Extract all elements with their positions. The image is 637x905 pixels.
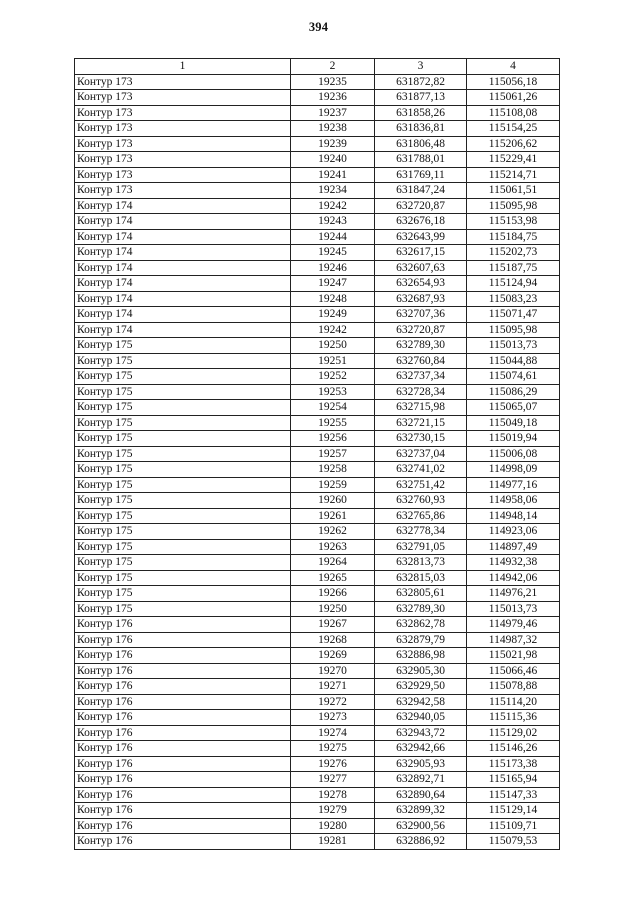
table-row xyxy=(75,462,560,478)
y-coordinate-cell: 115146,26 xyxy=(467,741,560,757)
table-row xyxy=(75,276,560,292)
y-coordinate-cell: 115129,02 xyxy=(467,725,560,741)
column-header-2: 2 xyxy=(291,59,375,75)
x-coordinate-cell: 632728,34 xyxy=(375,384,467,400)
y-coordinate-cell: 115013,73 xyxy=(467,601,560,617)
point-number-cell: 19263 xyxy=(291,539,375,555)
contour-cell: Контур 175 xyxy=(75,338,291,354)
table-row xyxy=(75,198,560,214)
table-row xyxy=(75,648,560,664)
contour-cell: Контур 176 xyxy=(75,741,291,757)
y-coordinate-cell: 114998,09 xyxy=(467,462,560,478)
x-coordinate-cell: 632789,30 xyxy=(375,338,467,354)
y-coordinate-cell: 115066,46 xyxy=(467,663,560,679)
table-row xyxy=(75,679,560,695)
table-row xyxy=(75,601,560,617)
table-row xyxy=(75,632,560,648)
point-number-cell: 19236 xyxy=(291,90,375,106)
point-number-cell: 19275 xyxy=(291,741,375,757)
y-coordinate-cell: 115095,98 xyxy=(467,198,560,214)
table-row xyxy=(75,400,560,416)
y-coordinate-cell: 114976,21 xyxy=(467,586,560,602)
y-coordinate-cell: 114977,16 xyxy=(467,477,560,493)
column-header-1: 1 xyxy=(75,59,291,75)
point-number-cell: 19279 xyxy=(291,803,375,819)
table-row xyxy=(75,694,560,710)
table-row xyxy=(75,663,560,679)
x-coordinate-cell: 632886,92 xyxy=(375,834,467,850)
table-row xyxy=(75,617,560,633)
x-coordinate-cell: 632707,36 xyxy=(375,307,467,323)
point-number-cell: 19242 xyxy=(291,322,375,338)
y-coordinate-cell: 114932,38 xyxy=(467,555,560,571)
point-number-cell: 19261 xyxy=(291,508,375,524)
point-number-cell: 19245 xyxy=(291,245,375,261)
x-coordinate-cell: 631847,24 xyxy=(375,183,467,199)
contour-cell: Контур 173 xyxy=(75,183,291,199)
x-coordinate-cell: 631836,81 xyxy=(375,121,467,137)
x-coordinate-cell: 632805,61 xyxy=(375,586,467,602)
contour-cell: Контур 176 xyxy=(75,803,291,819)
table-row xyxy=(75,772,560,788)
x-coordinate-cell: 632899,32 xyxy=(375,803,467,819)
x-coordinate-cell: 632778,34 xyxy=(375,524,467,540)
table-row xyxy=(75,322,560,338)
table-row xyxy=(75,493,560,509)
x-coordinate-cell: 632760,93 xyxy=(375,493,467,509)
y-coordinate-cell: 115006,08 xyxy=(467,446,560,462)
table-row xyxy=(75,725,560,741)
y-coordinate-cell: 115061,51 xyxy=(467,183,560,199)
y-coordinate-cell: 115108,08 xyxy=(467,105,560,121)
table-row xyxy=(75,245,560,261)
table-row xyxy=(75,183,560,199)
contour-cell: Контур 176 xyxy=(75,818,291,834)
page-number: 394 xyxy=(308,20,329,34)
y-coordinate-cell: 115214,71 xyxy=(467,167,560,183)
point-number-cell: 19280 xyxy=(291,818,375,834)
table-row xyxy=(75,431,560,447)
table-row xyxy=(75,105,560,121)
table-row xyxy=(75,152,560,168)
x-coordinate-cell: 631788,01 xyxy=(375,152,467,168)
contour-cell: Контур 173 xyxy=(75,121,291,137)
table-row xyxy=(75,477,560,493)
point-number-cell: 19266 xyxy=(291,586,375,602)
point-number-cell: 19265 xyxy=(291,570,375,586)
contour-cell: Контур 176 xyxy=(75,694,291,710)
y-coordinate-cell: 115206,62 xyxy=(467,136,560,152)
point-number-cell: 19255 xyxy=(291,415,375,431)
contour-cell: Контур 176 xyxy=(75,756,291,772)
x-coordinate-cell: 632751,42 xyxy=(375,477,467,493)
contour-cell: Контур 176 xyxy=(75,787,291,803)
point-number-cell: 19252 xyxy=(291,369,375,385)
contour-cell: Контур 174 xyxy=(75,291,291,307)
y-coordinate-cell: 115173,38 xyxy=(467,756,560,772)
contour-cell: Контур 176 xyxy=(75,617,291,633)
point-number-cell: 19262 xyxy=(291,524,375,540)
point-number-cell: 19257 xyxy=(291,446,375,462)
column-header-3: 3 xyxy=(375,59,467,75)
x-coordinate-cell: 632765,86 xyxy=(375,508,467,524)
x-coordinate-cell: 632715,98 xyxy=(375,400,467,416)
contour-cell: Контур 176 xyxy=(75,679,291,695)
table-row xyxy=(75,524,560,540)
x-coordinate-cell: 632892,71 xyxy=(375,772,467,788)
contour-cell: Контур 175 xyxy=(75,570,291,586)
point-number-cell: 19249 xyxy=(291,307,375,323)
contour-cell: Контур 175 xyxy=(75,353,291,369)
point-number-cell: 19267 xyxy=(291,617,375,633)
y-coordinate-cell: 115184,75 xyxy=(467,229,560,245)
table-row xyxy=(75,260,560,276)
contour-cell: Контур 175 xyxy=(75,446,291,462)
table-row xyxy=(75,756,560,772)
x-coordinate-cell: 632617,15 xyxy=(375,245,467,261)
point-number-cell: 19250 xyxy=(291,601,375,617)
x-coordinate-cell: 632789,30 xyxy=(375,601,467,617)
point-number-cell: 19258 xyxy=(291,462,375,478)
contour-cell: Контур 173 xyxy=(75,167,291,183)
point-number-cell: 19269 xyxy=(291,648,375,664)
y-coordinate-cell: 114958,06 xyxy=(467,493,560,509)
contour-cell: Контур 174 xyxy=(75,229,291,245)
x-coordinate-cell: 632879,79 xyxy=(375,632,467,648)
table-row xyxy=(75,586,560,602)
x-coordinate-cell: 631872,82 xyxy=(375,74,467,90)
table-row xyxy=(75,570,560,586)
y-coordinate-cell: 115187,75 xyxy=(467,260,560,276)
contour-cell: Контур 176 xyxy=(75,663,291,679)
contour-cell: Контур 175 xyxy=(75,586,291,602)
contour-cell: Контур 175 xyxy=(75,601,291,617)
y-coordinate-cell: 114979,46 xyxy=(467,617,560,633)
contour-cell: Контур 173 xyxy=(75,152,291,168)
table-row xyxy=(75,121,560,137)
x-coordinate-cell: 631858,26 xyxy=(375,105,467,121)
table-row xyxy=(75,136,560,152)
contour-cell: Контур 174 xyxy=(75,322,291,338)
point-number-cell: 19234 xyxy=(291,183,375,199)
x-coordinate-cell: 632730,15 xyxy=(375,431,467,447)
table-row xyxy=(75,834,560,850)
contour-cell: Контур 175 xyxy=(75,539,291,555)
y-coordinate-cell: 115124,94 xyxy=(467,276,560,292)
x-coordinate-cell: 632741,02 xyxy=(375,462,467,478)
table-row xyxy=(75,307,560,323)
y-coordinate-cell: 115071,47 xyxy=(467,307,560,323)
y-coordinate-cell: 115086,29 xyxy=(467,384,560,400)
contour-cell: Контур 175 xyxy=(75,493,291,509)
y-coordinate-cell: 115078,88 xyxy=(467,679,560,695)
y-coordinate-cell: 115049,18 xyxy=(467,415,560,431)
x-coordinate-cell: 632791,05 xyxy=(375,539,467,555)
x-coordinate-cell: 632815,03 xyxy=(375,570,467,586)
y-coordinate-cell: 114948,14 xyxy=(467,508,560,524)
table-row xyxy=(75,338,560,354)
point-number-cell: 19260 xyxy=(291,493,375,509)
table-row xyxy=(75,90,560,106)
table-row xyxy=(75,384,560,400)
y-coordinate-cell: 115013,73 xyxy=(467,338,560,354)
point-number-cell: 19241 xyxy=(291,167,375,183)
point-number-cell: 19247 xyxy=(291,276,375,292)
y-coordinate-cell: 114897,49 xyxy=(467,539,560,555)
column-header-4: 4 xyxy=(467,59,560,75)
point-number-cell: 19237 xyxy=(291,105,375,121)
point-number-cell: 19274 xyxy=(291,725,375,741)
point-number-cell: 19243 xyxy=(291,214,375,230)
coordinates-table xyxy=(74,58,560,850)
x-coordinate-cell: 632905,30 xyxy=(375,663,467,679)
x-coordinate-cell: 632929,50 xyxy=(375,679,467,695)
x-coordinate-cell: 632737,34 xyxy=(375,369,467,385)
x-coordinate-cell: 632720,87 xyxy=(375,322,467,338)
x-coordinate-cell: 632943,72 xyxy=(375,725,467,741)
x-coordinate-cell: 632676,18 xyxy=(375,214,467,230)
table-row xyxy=(75,555,560,571)
y-coordinate-cell: 115065,07 xyxy=(467,400,560,416)
table-row xyxy=(75,167,560,183)
table-row xyxy=(75,74,560,90)
x-coordinate-cell: 632720,87 xyxy=(375,198,467,214)
x-coordinate-cell: 632737,04 xyxy=(375,446,467,462)
contour-cell: Контур 176 xyxy=(75,725,291,741)
contour-cell: Контур 176 xyxy=(75,772,291,788)
table-row xyxy=(75,229,560,245)
x-coordinate-cell: 632760,84 xyxy=(375,353,467,369)
y-coordinate-cell: 115056,18 xyxy=(467,74,560,90)
x-coordinate-cell: 632890,64 xyxy=(375,787,467,803)
table-header-row xyxy=(75,59,560,75)
point-number-cell: 19235 xyxy=(291,74,375,90)
table-row xyxy=(75,803,560,819)
y-coordinate-cell: 115229,41 xyxy=(467,152,560,168)
point-number-cell: 19278 xyxy=(291,787,375,803)
point-number-cell: 19238 xyxy=(291,121,375,137)
point-number-cell: 19254 xyxy=(291,400,375,416)
table-row xyxy=(75,787,560,803)
point-number-cell: 19244 xyxy=(291,229,375,245)
contour-cell: Контур 173 xyxy=(75,90,291,106)
x-coordinate-cell: 632942,66 xyxy=(375,741,467,757)
table-row xyxy=(75,369,560,385)
contour-cell: Контур 175 xyxy=(75,400,291,416)
point-number-cell: 19277 xyxy=(291,772,375,788)
contour-cell: Контур 174 xyxy=(75,245,291,261)
table-row xyxy=(75,415,560,431)
point-number-cell: 19240 xyxy=(291,152,375,168)
table-body xyxy=(75,74,560,849)
contour-cell: Контур 176 xyxy=(75,710,291,726)
contour-cell: Контур 176 xyxy=(75,834,291,850)
contour-cell: Контур 174 xyxy=(75,214,291,230)
point-number-cell: 19270 xyxy=(291,663,375,679)
contour-cell: Контур 175 xyxy=(75,477,291,493)
y-coordinate-cell: 115115,36 xyxy=(467,710,560,726)
point-number-cell: 19246 xyxy=(291,260,375,276)
x-coordinate-cell: 632942,58 xyxy=(375,694,467,710)
point-number-cell: 19239 xyxy=(291,136,375,152)
x-coordinate-cell: 632862,78 xyxy=(375,617,467,633)
x-coordinate-cell: 632721,15 xyxy=(375,415,467,431)
x-coordinate-cell: 632813,73 xyxy=(375,555,467,571)
contour-cell: Контур 175 xyxy=(75,524,291,540)
contour-cell: Контур 176 xyxy=(75,632,291,648)
contour-cell: Контур 175 xyxy=(75,431,291,447)
x-coordinate-cell: 632905,93 xyxy=(375,756,467,772)
x-coordinate-cell: 632654,93 xyxy=(375,276,467,292)
y-coordinate-cell: 115083,23 xyxy=(467,291,560,307)
contour-cell: Контур 174 xyxy=(75,260,291,276)
contour-cell: Контур 173 xyxy=(75,136,291,152)
point-number-cell: 19273 xyxy=(291,710,375,726)
point-number-cell: 19259 xyxy=(291,477,375,493)
y-coordinate-cell: 115129,14 xyxy=(467,803,560,819)
table-row xyxy=(75,508,560,524)
y-coordinate-cell: 115044,88 xyxy=(467,353,560,369)
y-coordinate-cell: 114942,06 xyxy=(467,570,560,586)
y-coordinate-cell: 115202,73 xyxy=(467,245,560,261)
y-coordinate-cell: 115021,98 xyxy=(467,648,560,664)
point-number-cell: 19256 xyxy=(291,431,375,447)
x-coordinate-cell: 632900,56 xyxy=(375,818,467,834)
y-coordinate-cell: 115147,33 xyxy=(467,787,560,803)
x-coordinate-cell: 632886,98 xyxy=(375,648,467,664)
y-coordinate-cell: 115165,94 xyxy=(467,772,560,788)
contour-cell: Контур 174 xyxy=(75,276,291,292)
point-number-cell: 19272 xyxy=(291,694,375,710)
y-coordinate-cell: 115095,98 xyxy=(467,322,560,338)
contour-cell: Контур 175 xyxy=(75,462,291,478)
table-row xyxy=(75,214,560,230)
y-coordinate-cell: 114987,32 xyxy=(467,632,560,648)
contour-cell: Контур 175 xyxy=(75,555,291,571)
contour-cell: Контур 174 xyxy=(75,307,291,323)
x-coordinate-cell: 632940,05 xyxy=(375,710,467,726)
y-coordinate-cell: 115154,25 xyxy=(467,121,560,137)
y-coordinate-cell: 115019,94 xyxy=(467,431,560,447)
contour-cell: Контур 176 xyxy=(75,648,291,664)
y-coordinate-cell: 115109,71 xyxy=(467,818,560,834)
x-coordinate-cell: 631806,48 xyxy=(375,136,467,152)
y-coordinate-cell: 115153,98 xyxy=(467,214,560,230)
point-number-cell: 19250 xyxy=(291,338,375,354)
x-coordinate-cell: 632643,99 xyxy=(375,229,467,245)
table-row xyxy=(75,741,560,757)
table-row xyxy=(75,446,560,462)
table-row xyxy=(75,539,560,555)
contour-cell: Контур 175 xyxy=(75,369,291,385)
point-number-cell: 19264 xyxy=(291,555,375,571)
table-row xyxy=(75,291,560,307)
contour-cell: Контур 173 xyxy=(75,105,291,121)
point-number-cell: 19271 xyxy=(291,679,375,695)
point-number-cell: 19251 xyxy=(291,353,375,369)
y-coordinate-cell: 115114,20 xyxy=(467,694,560,710)
x-coordinate-cell: 632687,93 xyxy=(375,291,467,307)
x-coordinate-cell: 632607,63 xyxy=(375,260,467,276)
point-number-cell: 19248 xyxy=(291,291,375,307)
point-number-cell: 19268 xyxy=(291,632,375,648)
y-coordinate-cell: 115074,61 xyxy=(467,369,560,385)
y-coordinate-cell: 114923,06 xyxy=(467,524,560,540)
y-coordinate-cell: 115061,26 xyxy=(467,90,560,106)
point-number-cell: 19253 xyxy=(291,384,375,400)
x-coordinate-cell: 631769,11 xyxy=(375,167,467,183)
y-coordinate-cell: 115079,53 xyxy=(467,834,560,850)
table-row xyxy=(75,710,560,726)
contour-cell: Контур 175 xyxy=(75,384,291,400)
table-row xyxy=(75,818,560,834)
contour-cell: Контур 175 xyxy=(75,415,291,431)
contour-cell: Контур 175 xyxy=(75,508,291,524)
point-number-cell: 19281 xyxy=(291,834,375,850)
contour-cell: Контур 174 xyxy=(75,198,291,214)
x-coordinate-cell: 631877,13 xyxy=(375,90,467,106)
point-number-cell: 19276 xyxy=(291,756,375,772)
table-row xyxy=(75,353,560,369)
point-number-cell: 19242 xyxy=(291,198,375,214)
contour-cell: Контур 173 xyxy=(75,74,291,90)
